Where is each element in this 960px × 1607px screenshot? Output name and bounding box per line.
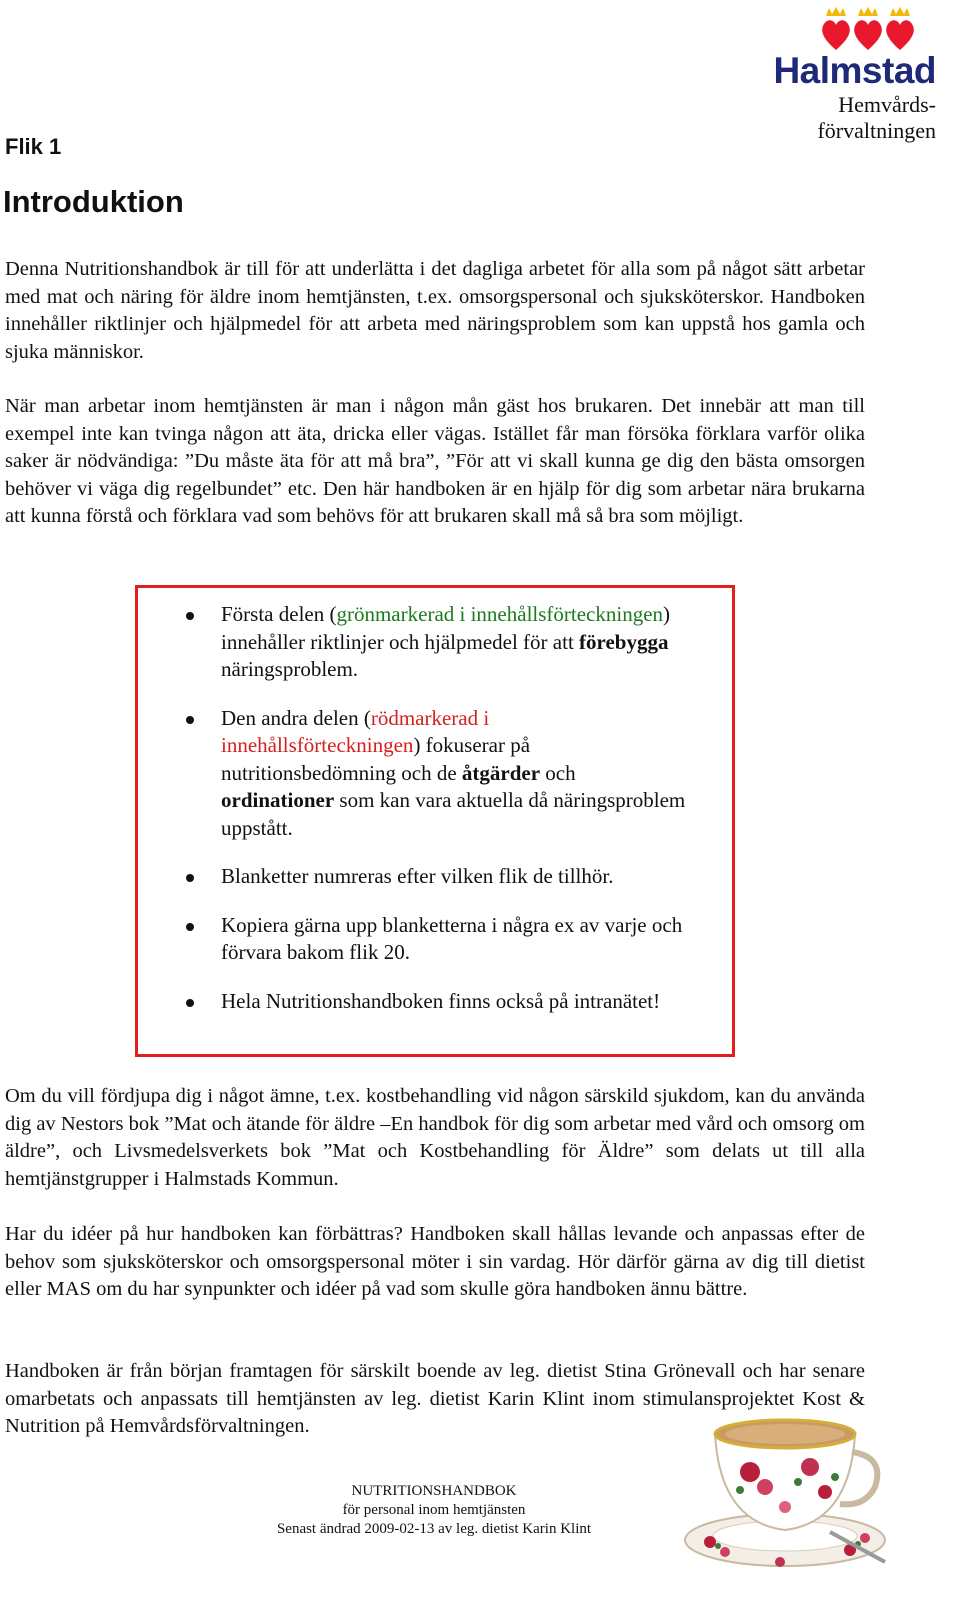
- bold-text: åtgärder: [461, 760, 541, 785]
- list-item: [186, 705, 686, 843]
- bullet-icon: [186, 874, 194, 882]
- list-item: [186, 912, 686, 967]
- crowned-hearts-icon: [820, 6, 920, 52]
- list-item: [186, 863, 686, 891]
- footer-line1: NUTRITIONSHANDBOK: [351, 1483, 517, 1499]
- teacup-image: [680, 1412, 900, 1572]
- logo-subtitle-line2: förvaltningen: [817, 118, 936, 143]
- text: Den andra delen (: [221, 705, 371, 730]
- bullet-icon: [186, 999, 194, 1007]
- text: Kopiera gärna upp blanketterna i några ex av varje och förvara bakom flik 20.: [221, 912, 683, 964]
- bullet-icon: [186, 612, 194, 620]
- text: ) innehåller riktlinjer och hjälpmedel för att: [221, 602, 671, 654]
- text: och: [540, 760, 576, 785]
- text: Första delen (: [221, 602, 337, 626]
- bold-text: ordinationer: [221, 788, 335, 812]
- tab-label: Flik 1: [5, 134, 62, 159]
- text: Blanketter numreras efter vilken flik de tillhör.: [221, 864, 614, 888]
- text: som kan vara aktuella då näringsproblem uppstått.: [221, 788, 686, 840]
- page-footer: [230, 1482, 638, 1539]
- list-item: [186, 988, 686, 1016]
- logo-wordmark: Halmstad: [773, 50, 936, 91]
- text: ) fokuserar på nutritionsbedömning och de: [221, 733, 531, 785]
- red-marked-text: rödmarkerad i innehållsförteckningen: [221, 705, 490, 757]
- credits-paragraph: Handboken är från början framtagen för särskilt boende av leg. dietist Stina Grönevall och har senare omarbetats och anpassats till hemtjänsten av leg. dietist Karin Klint inom stimulansprojektet Kost & Nutrition på Hemvårdsförvaltningen.: [5, 1360, 865, 1437]
- footer-line2: för personal inom hemtjänsten: [342, 1502, 526, 1518]
- bullet-icon: [186, 923, 194, 931]
- bold-text: förebygga: [579, 629, 669, 654]
- logo-subtitle-line1: Hemvårds-: [838, 92, 936, 117]
- text: Hela Nutritionshandboken finns också på intranätet!: [221, 988, 661, 1013]
- text: näringsproblem.: [221, 657, 359, 681]
- footer-line3: Senast ändrad 2009-02-13 av leg. dietist Karin Klint: [276, 1521, 592, 1537]
- halmstad-logo: [748, 6, 938, 142]
- page-title: Introduktion: [3, 184, 184, 219]
- callout-list: [186, 601, 686, 1036]
- list-item: [186, 601, 686, 684]
- info-callout-box: [135, 585, 735, 1057]
- further-reading-paragraph: Om du vill fördjupa dig i något ämne, t.ex. kostbehandling vid någon särskild sjukdom, kan du använda dig av Nestors bok ”Mat och ätande för äldre –En handbok för dig som arbetar med vård och omsorg om äldre”, och Livsmedelsverkets bok ”Mat och Kostbehandling för Äldre” som delats ut till alla hemtjänstgrupper i Halmstads Kommun.: [5, 1085, 865, 1190]
- bullet-icon: [186, 716, 194, 724]
- green-marked-text: grönmarkerad i innehållsförteckningen: [336, 602, 664, 626]
- feedback-paragraph: Har du idéer på hur handboken kan förbättras? Handboken skall hållas levande och anpassas efter de behov som sjuksköterskor och omsorgspersonal möter i sin vardag. Hör därför gärna av dig till dietist eller MAS om du har synpunkter och idéer på vad som skulle göra handboken ännu bättre.: [5, 1223, 865, 1300]
- intro-paragraph: Denna Nutritionshandbok är till för att underlätta i det dagliga arbetet för alla som på något sätt arbetar med mat och näring för äldre inom hemtjänsten, t.ex. omsorgspersonal och sjuksköterskor. Handboken innehåller riktlinjer och hjälpmedel för att arbeta med näringsproblem som kan uppstå hos gamla och sjuka människor.: [5, 258, 865, 363]
- guest-paragraph: När man arbetar inom hemtjänsten är man i någon mån gäst hos brukaren. Det innebär att man till exempel inte kan tvinga någon att äta, dricka eller vägas. Istället får man försöka förklara varför olika saker är nödvändiga: ”Du måste äta för att må bra”, ”För att vi skall kunna ge dig den bästa omsorgen behöver vi väga dig regelbundet” etc. Den här handboken är en hjälp för dig som arbetar nära brukarna att kunna förstå och förklara vad som behövs för att brukaren skall må så bra som möjligt.: [5, 395, 865, 527]
